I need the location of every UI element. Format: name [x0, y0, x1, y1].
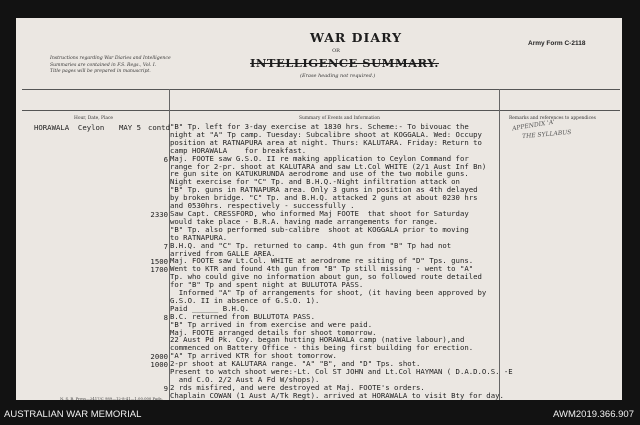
or-label: OR: [332, 48, 340, 54]
diary-line: "B" Tp arrived in from exercise and were paid.: [170, 319, 373, 329]
diary-line: Tp. who could give no information about gun, so followed route detailed: [170, 272, 482, 282]
diary-line: B.H.Q. and "C" Tp. returned to camp. 4th gun from "B" Tp had not: [170, 240, 452, 250]
entry-month-day: MAY 5: [119, 123, 141, 132]
entry-contd: contd: [148, 123, 170, 132]
diary-line: 2-pr shoot at KALUTARA range. "A" "B", and "D" Tps. shot.: [170, 359, 421, 369]
erase-note: (Erase heading not required.): [300, 73, 376, 79]
diary-line: Informed "A" Tp of arrangements for shoot, (it having been approved by: [170, 288, 487, 298]
remark-appendix: APPENDIX 'A': [511, 118, 556, 133]
diary-line: Maj. FOOTE arranged details for shoot tomorrow.: [170, 327, 377, 337]
entry-place: HORAWALA Ceylon: [34, 123, 105, 132]
diary-line: Maj. FOOTE saw G.S.O. II re making application to Ceylon Command for: [170, 153, 469, 163]
diary-line: "B" Tp. also performed sub-calibre shoot at KOGGALA prior to moving: [170, 224, 469, 234]
printer-imprint: N. S. B. Press—2417/C 989—12-8-41—1,00,000 Pads.: [60, 396, 163, 400]
diary-line: Saw Capt. CRESSFORD, who informed Maj FOOTE that shoot for Saturday: [170, 208, 469, 218]
diary-line: B.C. returned from BULUTOTA PASS.: [170, 311, 315, 321]
instruction-line: Title pages will be prepared in manuscript.: [50, 69, 151, 74]
diary-line: camp HORAWALA for breakfast.: [170, 145, 307, 155]
entry-date-time: 1700: [150, 265, 168, 275]
instruction-line: Summaries are contained in F.S. Regs., Vol. I.: [50, 62, 157, 68]
diary-line: by broken bridge. "C" Tp. and B.H.Q. attacked 2 guns at about 0230 hrs: [170, 193, 478, 203]
diary-page: [16, 18, 622, 400]
entry-date-time: 2000: [150, 352, 168, 362]
entry-date-time: 2330: [150, 209, 168, 219]
diary-line: range for 2-pr. shoot at KALUTARA and saw Lt.Col WHITE (2/1 Aust Inf Bn): [170, 161, 487, 171]
diary-line: position at RATNAPURA area at night. Thurs: KALUTARA. Friday: Return to: [170, 137, 482, 147]
entry-date-time: 9: [163, 383, 168, 393]
diary-line: arrived from GALLE AREA.: [170, 248, 276, 258]
entry-date-time: 8: [163, 312, 168, 322]
column-header-summary: Summary of Events and Information: [299, 116, 380, 121]
entry-date-time: 6: [163, 154, 168, 164]
diary-line: Chaplain COWAN (1 Aust A/Tk Regt). arrived at HORAWALA to visit Bty for day.: [170, 390, 504, 400]
diary-line: commenced on Battery Office - this being first building for erection.: [170, 343, 474, 353]
diary-line: Present to watch shoot were:-Lt. Col ST JOHN and Lt.Col HAYMAN ( D.A.D.O.S. -E: [170, 367, 513, 377]
instructions-block: [50, 56, 220, 76]
diary-line: and 0530hrs. respectively - successfully .: [170, 201, 355, 211]
diary-line: re gun site on KATUKURUNDA aerodrome and use of the two mobile guns.: [170, 169, 469, 179]
archive-reference: AWM2019.366.907: [553, 409, 634, 420]
entry-date-time: 7: [163, 241, 168, 251]
diary-line: "A" Tp arrived KTR for shoot tomorrow.: [170, 351, 337, 361]
diary-line: Went to KTR and found 4th gun from "B" Tp still missing - went to "A": [170, 264, 474, 274]
diary-line: "B" Tp. guns in RATNAPURA area. Only 3 guns in position as 4th delayed: [170, 185, 478, 195]
diary-line: G.S.O. II in absence of G.S.O. 1).: [170, 295, 320, 305]
diary-line: night at "A" Tp camp. Tuesday: Subcalibre shoot at KOGGALA. Wed: Occupy: [170, 129, 482, 139]
diary-line: to RATNAPURA.: [170, 232, 228, 242]
intelligence-summary-title: INTELLIGENCE SUMMARY.: [250, 56, 439, 70]
diary-line: would take place - B.R.A. having made arrangements for range.: [170, 216, 438, 226]
diary-line: 2 rds misfired, and were destroyed at Maj. FOOTE's orders.: [170, 382, 425, 392]
diary-line: 22 Aust Pd Pk. Coy. began hutting HORAWALA camp (native labour),and: [170, 335, 465, 345]
remark-syllabus: THE SYLLABUS: [521, 128, 572, 141]
column-header-remarks: Remarks and references to appendices: [509, 116, 596, 121]
diary-line: Maj. FOOTE saw Lt.Col. WHITE at aerodrome re siting of "D" Tps. guns.: [170, 256, 474, 266]
header-top-rule: [22, 89, 620, 90]
entry-date-time: 1500: [150, 257, 168, 267]
diary-line: and C.O. 2/2 Aust A Fd W/shops).: [170, 375, 320, 384]
diary-line: Paid ______ B.H.Q.: [170, 303, 250, 313]
army-form-number: Army Form C-2118: [528, 40, 586, 47]
header-bottom-rule: [22, 110, 620, 111]
diary-line: Night exercise for "C" Tp. and B.H.Q.-Night infiltration attack on: [170, 177, 460, 187]
diary-entries: [170, 123, 513, 400]
column-header-hour-date-place: Hour, Date, Place: [74, 116, 114, 121]
war-diary-title: WAR DIARY: [310, 30, 402, 45]
archive-caption: AUSTRALIAN WAR MEMORIAL: [4, 409, 142, 420]
entry-date-time: 1000: [150, 360, 168, 369]
diary-line: "B" Tp. left for 3-day exercise at 1830 hrs. Scheme:- To bivouac the: [170, 122, 469, 131]
instruction-line: Instructions regarding War Diaries and Intelligence: [50, 56, 171, 61]
diary-line: for "B" Tp and spent night at BULUTOTA PASS.: [170, 280, 364, 290]
